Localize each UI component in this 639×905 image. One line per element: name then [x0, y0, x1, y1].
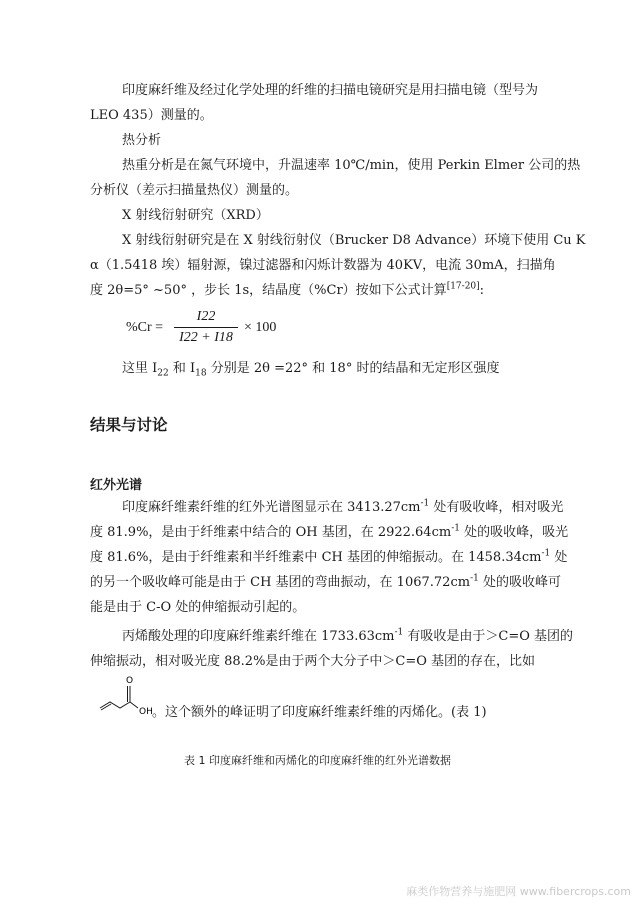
watermark: 麻类作物营养与施肥网 www.fibercrops.com — [406, 885, 631, 898]
ir-l2b: 处的吸收峰，吸光 — [459, 525, 569, 540]
ir-l3-sup: -1 — [541, 548, 551, 559]
ir-l1b: 处有吸收峰，相对吸光 — [429, 500, 564, 515]
acryl-line-2: 伸缩振动，相对吸光度 88.2%是由于两个大分子中＞C=O 基团的存在，比如 — [90, 654, 536, 669]
results-heading: 结果与讨论 — [90, 416, 168, 434]
acryl-l1-sup: -1 — [394, 627, 404, 638]
formula-fraction — [174, 308, 238, 347]
xrd-line-2: α（1.5418 埃）辐射源，镍过滤器和闪烁计数器为 40KV，电流 30mA，扫描角 — [90, 258, 556, 273]
formula-numerator: I22 — [196, 309, 216, 324]
colon: : — [479, 283, 485, 298]
acryl-line-3: 。这个额外的峰证明了印度麻纤维素纤维的丙烯化。(表 1) — [152, 705, 487, 720]
ir-l1a: 印度麻纤维素纤维的红外光谱图显示在 3413.27cm — [122, 500, 421, 515]
ir-line-2 — [90, 524, 568, 542]
formula-note — [122, 360, 499, 378]
sem-line-2: LEO 435）测量的。 — [90, 108, 213, 123]
ir-l4a: 的另一个吸收峰可能是由于 CH 基团的弯曲振动，在 1067.72cm — [90, 575, 471, 590]
note-sub-18: 18 — [195, 368, 207, 379]
ir-line-5: 能是由于 C-O 处的伸缩振动引起的。 — [90, 600, 306, 615]
formula-rhs: × 100 — [244, 320, 277, 335]
table-caption: 表 1 印度麻纤维和丙烯化的印度麻纤维的红外光谱数据 — [184, 754, 451, 767]
ir-l4-sup: -1 — [470, 573, 479, 584]
note-sub-22: 22 — [157, 368, 169, 379]
xrd-line-3 — [90, 282, 484, 300]
thermal-subheading: 热分析 — [122, 133, 162, 148]
ir-line-1 — [122, 499, 563, 517]
ir-l3a: 度 81.6%，是由于纤维素和半纤维素中 CH 基团的伸缩振动。在 1458.34cm — [90, 550, 542, 565]
acrylic-acid-structure-icon — [96, 674, 156, 718]
ir-heading: 红外光谱 — [90, 478, 143, 493]
ir-l1-sup: -1 — [420, 498, 430, 509]
thermal-line-2: 分析仪（差示扫描量热仪）测量的。 — [90, 183, 299, 198]
xrd-subheading: X 射线衍射研究（XRD） — [122, 208, 269, 223]
formula-denominator: I22 + I18 — [179, 330, 233, 345]
formula-lhs: %Cr = — [126, 320, 164, 335]
note-post: 分别是 2θ =22° 和 18° 时的结晶和无定形区强度 — [206, 361, 500, 376]
note-mid: 和 I — [168, 361, 196, 376]
citation-ref: [17-20] — [446, 281, 480, 292]
xrd-line-3-text: 度 2θ=5° ~50° ，步长 1s，结晶度（%Cr）按如下公式计算 — [90, 283, 447, 298]
ir-line-4 — [90, 574, 561, 592]
acryl-line-1 — [122, 628, 573, 646]
ir-l3b: 处 — [550, 550, 568, 565]
sem-line-1: 印度麻纤维及经过化学处理的纤维的扫描电镜研究是用扫描电镜（型号为 — [122, 83, 539, 98]
ir-l2a: 度 81.9%，是由于纤维素中结合的 OH 基团，在 2922.64cm — [90, 525, 452, 540]
acryl-l1b: 有吸收是由于＞C=O 基团的 — [403, 629, 574, 644]
chem-oxygen: O — [126, 676, 134, 686]
acryl-l1a: 丙烯酸处理的印度麻纤维素纤维在 1733.63cm — [122, 629, 395, 644]
note-pre: 这里 I — [122, 361, 158, 376]
thermal-line-1: 热重分析是在氮气环境中，升温速率 10℃/min，使用 Perkin Elmer 公司的热 — [122, 158, 581, 173]
chem-hydroxyl: OH — [139, 707, 153, 717]
ir-l4b: 处的吸收峰可 — [478, 575, 561, 590]
xrd-line-1: X 射线衍射研究是在 X 射线衍射仪（Brucker D8 Advance）环境下使用 Cu K — [122, 233, 586, 248]
ir-line-3 — [90, 549, 567, 567]
ir-l2-sup: -1 — [451, 523, 460, 534]
fraction-bar — [174, 327, 238, 328]
